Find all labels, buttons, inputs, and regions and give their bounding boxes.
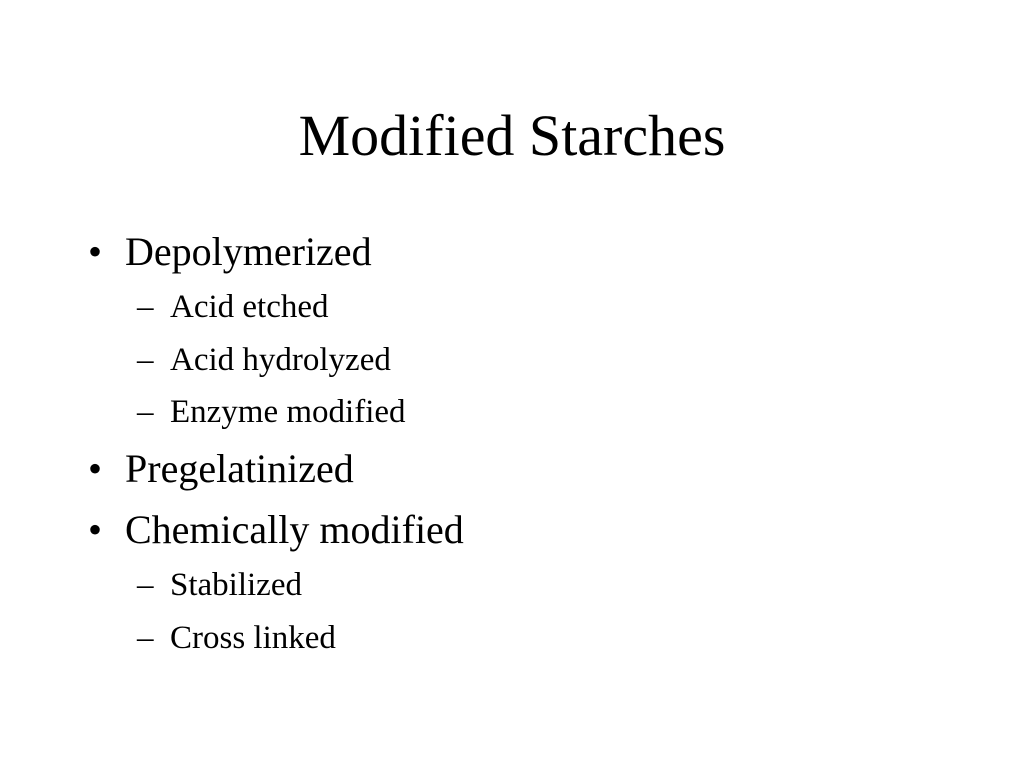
bullet-item-pregelatinized (88, 444, 354, 494)
bullet-text: Depolymerized (125, 229, 372, 274)
sub-item-cross-linked (137, 618, 336, 658)
dash-marker: – (137, 567, 154, 603)
sub-item-text: Stabilized (170, 567, 302, 603)
bullet-text: Pregelatinized (125, 446, 354, 491)
dash-marker: – (137, 289, 154, 325)
dash-marker: – (137, 342, 154, 378)
bullet-marker: • (88, 446, 103, 491)
bullet-marker: • (88, 229, 103, 274)
sub-item-text: Acid etched (170, 289, 329, 325)
bullet-text: Chemically modified (125, 507, 464, 552)
sub-item-text: Cross linked (170, 620, 336, 656)
bullet-item-chemically-modified (88, 505, 464, 555)
sub-item-text: Acid hydrolyzed (170, 342, 391, 378)
sub-item-stabilized (137, 565, 302, 605)
dash-marker: – (137, 394, 154, 430)
sub-item-acid-etched (137, 287, 329, 327)
sub-item-text: Enzyme modified (170, 394, 406, 430)
slide-title: Modified Starches (298, 103, 726, 168)
dash-marker: – (137, 620, 154, 656)
sub-item-acid-hydrolyzed (137, 340, 391, 380)
bullet-marker: • (88, 507, 103, 552)
bullet-item-depolymerized (88, 227, 372, 277)
sub-item-enzyme-modified (137, 392, 406, 432)
